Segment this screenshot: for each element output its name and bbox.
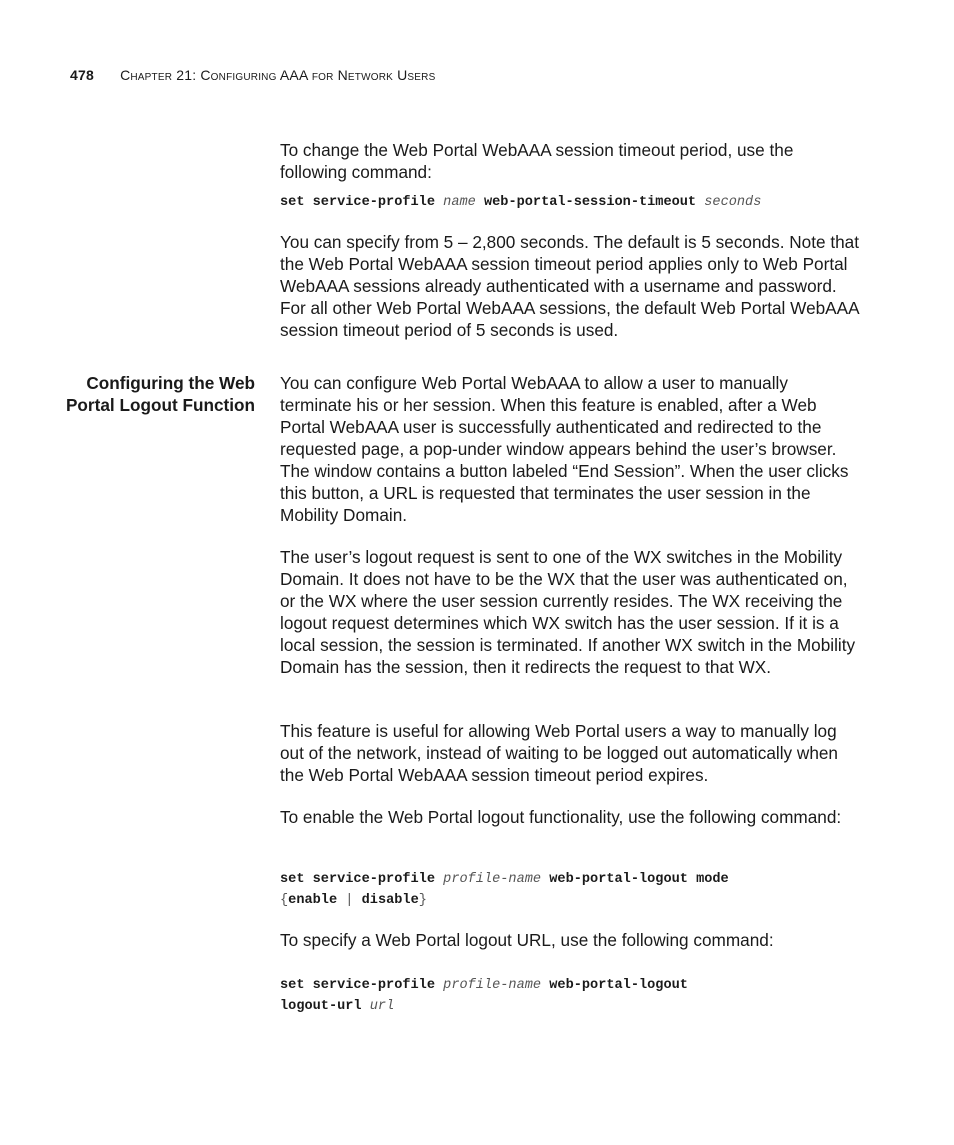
command-line	[280, 869, 860, 890]
chapter-title: Chapter 21: Configuring AAA for Network Users	[120, 67, 436, 83]
body-paragraph-7-container	[280, 929, 860, 951]
command-block-1	[280, 192, 860, 213]
command-separator: |	[345, 893, 354, 908]
command-keyword: web-portal-logout	[549, 978, 688, 993]
command-line	[280, 890, 860, 911]
command-argument: profile-name	[443, 872, 542, 887]
body-paragraph: To enable the Web Portal logout functionality, use the following command:	[280, 807, 842, 827]
command-keyword: logout-url	[280, 999, 362, 1014]
command-argument: profile-name	[443, 978, 542, 993]
body-paragraph-1-container	[280, 139, 860, 183]
body-paragraph: You can configure Web Portal WebAAA to allow a user to manually terminate his or her session. When this feature is enabled, after a Web Portal WebAAA user is successfully authenticated and redirected to the requested page, a pop-under window appears behind the user’s browser. The window contains a button labeled “End Session”. When the user clicks this button, a URL is requested that terminates the user session in the Mobility Domain.	[280, 373, 849, 525]
command-argument: name	[443, 195, 476, 210]
body-paragraph-2-container	[280, 231, 860, 341]
body-paragraph: To change the Web Portal WebAAA session timeout period, use the following command:	[280, 140, 794, 182]
page-number: 478	[70, 67, 94, 83]
command-block-2	[280, 869, 860, 911]
running-header	[70, 67, 435, 83]
command-option: disable	[361, 893, 419, 908]
body-paragraph: You can specify from 5 – 2,800 seconds. The default is 5 seconds. Note that the Web Portal WebAAA session timeout period applies only to Web Portal WebAAA sessions already authenticated with a username and password. For all other Web Portal WebAAA sessions, the default Web Portal WebAAA session timeout period of 5 seconds is used.	[280, 232, 860, 340]
command-argument: seconds	[704, 195, 762, 210]
command-keyword: set service-profile	[280, 195, 435, 210]
command-keyword: web-portal-logout mode	[549, 872, 729, 887]
command-keyword: set service-profile	[280, 978, 435, 993]
command-keyword: web-portal-session-timeout	[483, 195, 697, 210]
body-paragraph-4-container	[280, 546, 860, 678]
section-heading: Configuring the Web Portal Logout Function	[65, 373, 255, 415]
body-paragraph-6-container	[280, 806, 860, 828]
command-brace: }	[418, 893, 427, 908]
command-block-3	[280, 975, 860, 1017]
body-paragraph: The user’s logout request is sent to one of the WX switches in the Mobility Domain. It does not have to be the WX that the user was authenticated on, or the WX where the user session currently resides. The WX receiving the logout request determines which WX switch has the user session. If it is a local session, the session is terminated. If another WX switch in the Mobility Domain has the session, then it redirects the request to that WX.	[280, 547, 856, 677]
body-paragraph: This feature is useful for allowing Web Portal users a way to manually log out of the network, instead of waiting to be logged out automatically when the Web Portal WebAAA session timeout period expires.	[280, 721, 838, 785]
body-paragraph-3-container	[280, 372, 860, 526]
command-line	[280, 996, 860, 1017]
body-paragraph: To specify a Web Portal logout URL, use the following command:	[280, 930, 774, 950]
command-brace: {	[280, 893, 289, 908]
command-line	[280, 192, 860, 213]
command-argument: url	[369, 999, 395, 1014]
command-line	[280, 975, 860, 996]
command-option: enable	[288, 893, 338, 908]
body-paragraph-5-container	[280, 720, 860, 786]
command-keyword: set service-profile	[280, 872, 435, 887]
